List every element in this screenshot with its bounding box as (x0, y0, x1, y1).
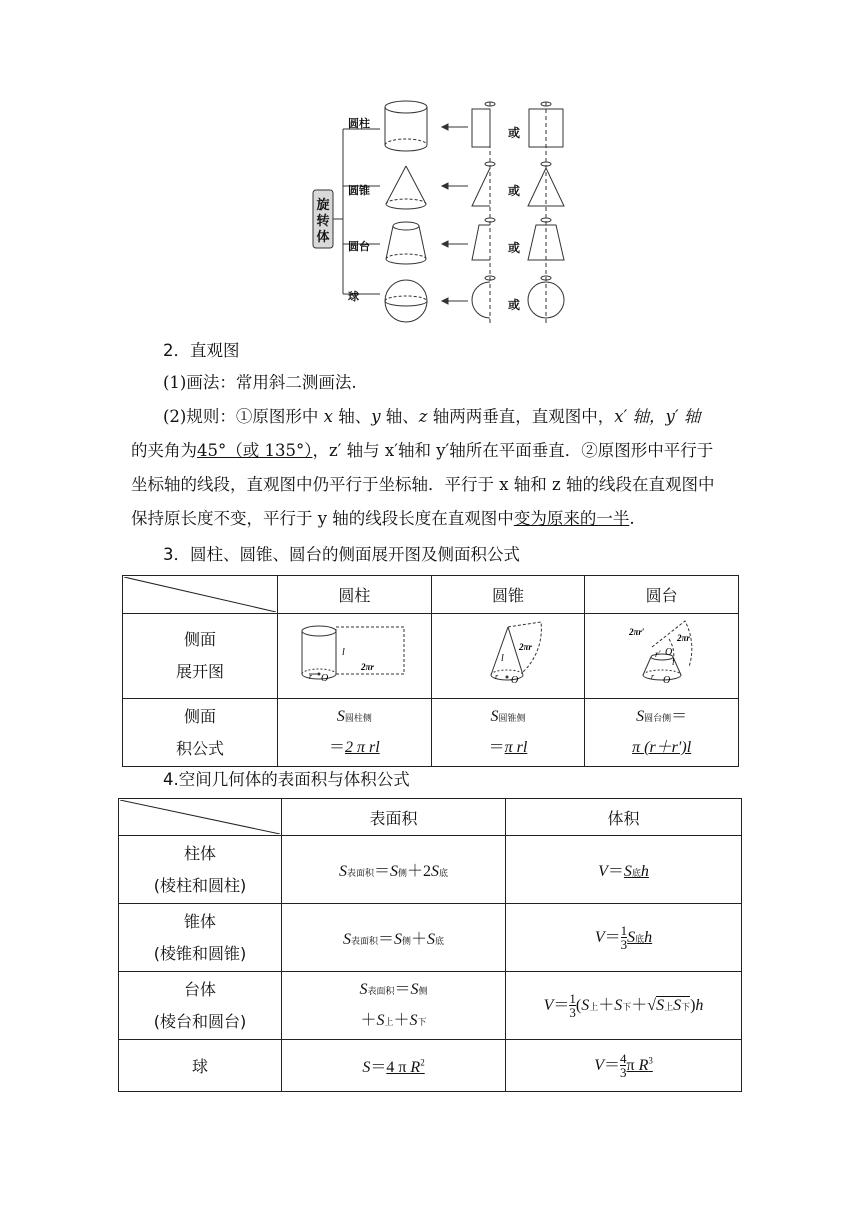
frustum-volume-formula: V＝ $\frac{1}{3}$ (S上＋S下＋√S上S下)h (506, 972, 742, 1040)
cone-unfold-figure (431, 614, 585, 699)
table4-col-volume: 体积 (506, 799, 742, 836)
cyl-r-label: r (309, 672, 313, 681)
frustum-o-top-label: O (664, 646, 672, 658)
table3-col-frustum: 圆台 (585, 576, 739, 614)
table3-row-area-label: 侧面 积公式 (123, 699, 278, 767)
diagram-or-1: 或 (508, 126, 521, 140)
diagram-branch-frustum: 圆台 (348, 240, 370, 253)
cone-2pir-label: 2πr (518, 641, 532, 652)
rotation-solids-diagram (300, 94, 600, 330)
section2-p3: 的夹角为45°（或 135°），z′ 轴与 x′轴和 y′轴所在平面垂直．②原图形中平行于 (131, 441, 714, 460)
frustum-area-formula: S表面积＝S侧 ＋S上＋S下 (282, 972, 506, 1040)
cone-o-label: O (510, 674, 519, 686)
diagram-or-2: 或 (508, 184, 521, 198)
cyl-2pir-label: 2πr (361, 662, 375, 672)
sphere-area-formula: S＝4 π $R^2$ (282, 1040, 506, 1092)
cyl-l-label: l (342, 647, 346, 658)
cylinder-unfold-figure (278, 614, 432, 699)
table4-corner (119, 799, 282, 836)
section2-p2: (2)规则：①原图形中 x 轴、y 轴、z 轴两两垂直，直观图中，x′ 轴，y′ 轴 (163, 407, 701, 426)
section2-p5: 保持原长度不变，平行于 y 轴的线段长度在直观图中变为原来的一半. (131, 509, 635, 528)
section3-heading: 3．圆柱、圆锥、圆台的侧面展开图及侧面积公式 (163, 545, 520, 564)
section2-p1: (1)画法：常用斜二测画法. (163, 373, 357, 392)
frustum-lateral-formula: S圆台侧＝ π (r＋r′)l (585, 699, 739, 767)
table4-col-area: 表面积 (282, 799, 506, 836)
sqrt-icon: √ (647, 996, 657, 1014)
table3-col-cylinder: 圆柱 (278, 576, 432, 614)
frustum-rprime-label: r′ (654, 648, 661, 659)
section4-heading: 4.空间几何体的表面积与体积公式 (163, 770, 410, 789)
diagram-branch-cylinder: 圆柱 (348, 117, 370, 130)
frustum-l-label: l (671, 656, 675, 667)
frustum-r-label: r (650, 671, 654, 681)
cone-r-label: r (494, 671, 499, 681)
row-pyramid-label: 锥体 (棱锥和圆锥) (119, 904, 282, 972)
diagram-or-3: 或 (508, 241, 521, 255)
frustum-o-bottom-label: O (662, 674, 670, 686)
prism-volume-formula: V＝S底h (506, 836, 742, 904)
pyramid-area-formula: S表面积＝S侧＋S底 (282, 904, 506, 972)
table3-corner (123, 576, 278, 614)
row-prism-label: 柱体 (棱柱和圆柱) (119, 836, 282, 904)
cone-lateral-formula: S圆锥侧 ＝π rl (431, 699, 585, 767)
lateral-area-table (122, 575, 739, 767)
section2-heading: 2．直观图 (163, 341, 240, 360)
cylinder-lateral-formula: S圆柱侧 ＝2 π rl (278, 699, 432, 767)
area-volume-table (118, 798, 742, 1092)
cone-l-label: l (500, 652, 504, 664)
diagram-branch-sphere: 球 (348, 290, 359, 303)
row-sphere-label: 球 (119, 1040, 282, 1092)
diagram-branch-cone: 圆锥 (348, 184, 370, 197)
row-frustum-label: 台体 (棱台和圆台) (119, 972, 282, 1040)
diagram-or-4: 或 (508, 298, 521, 312)
diagram-root-label: 旋转体 (316, 198, 330, 245)
frustum-2pir-label: 2πr (676, 632, 690, 643)
sphere-volume-formula: V＝ $\frac{4}{3}$ π $R^3$ (506, 1040, 742, 1092)
cyl-o-label: O (321, 673, 329, 684)
table3-row-unfold-label: 侧面 展开图 (123, 614, 278, 699)
section2-p4: 坐标轴的线段，直观图中仍平行于坐标轴．平行于 x 轴和 z 轴的线段在直观图中 (131, 475, 715, 494)
frustum-2pir-prime-label: 2πr′ (628, 626, 645, 637)
pyramid-volume-formula: V＝ $\frac{1}{3}$ S底h (506, 904, 742, 972)
table3-col-cone: 圆锥 (431, 576, 585, 614)
frustum-unfold-figure (585, 614, 739, 699)
prism-area-formula: S表面积＝S侧＋2S底 (282, 836, 506, 904)
